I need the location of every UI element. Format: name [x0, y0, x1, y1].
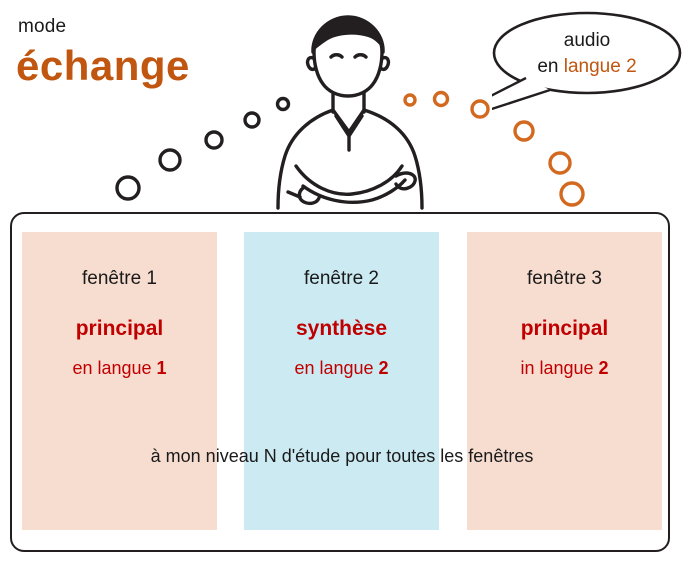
window-2-language-prefix: en langue [294, 358, 379, 378]
window-3-title: fenêtre 3 [527, 268, 602, 289]
window-1-language-prefix: en langue [72, 358, 157, 378]
windows-panel [10, 212, 670, 552]
speech-bubble-line1: audio [563, 30, 611, 51]
window-2-mode: synthèse [295, 317, 388, 340]
page-title: échange [16, 42, 190, 89]
speech-bubble-line2 [492, 54, 682, 80]
window-3-mode: principal [520, 317, 609, 340]
window-3-language-number: 2 [598, 358, 609, 378]
window-1-language-number: 1 [156, 358, 167, 378]
window-column-2[interactable] [244, 232, 439, 530]
window-3-language [467, 358, 662, 379]
window-1-title: fenêtre 1 [82, 268, 157, 289]
window-2-language [244, 358, 439, 379]
window-column-1[interactable] [22, 232, 217, 530]
window-2-title: fenêtre 2 [304, 268, 379, 289]
mode-label: mode [18, 16, 67, 37]
speech-bubble-line2-highlight: langue 2 [563, 56, 637, 77]
window-1-language [22, 358, 217, 379]
window-column-3[interactable] [467, 232, 662, 530]
window-3-language-prefix: in langue [520, 358, 599, 378]
speech-bubble-line2-prefix: en [537, 56, 564, 77]
panel-footnote: à mon niveau N d'étude pour toutes les fenêtres [150, 446, 534, 466]
speech-bubble [492, 8, 682, 96]
speech-bubble-text [492, 28, 682, 80]
window-2-language-number: 2 [378, 358, 389, 378]
window-1-mode: principal [75, 317, 164, 340]
